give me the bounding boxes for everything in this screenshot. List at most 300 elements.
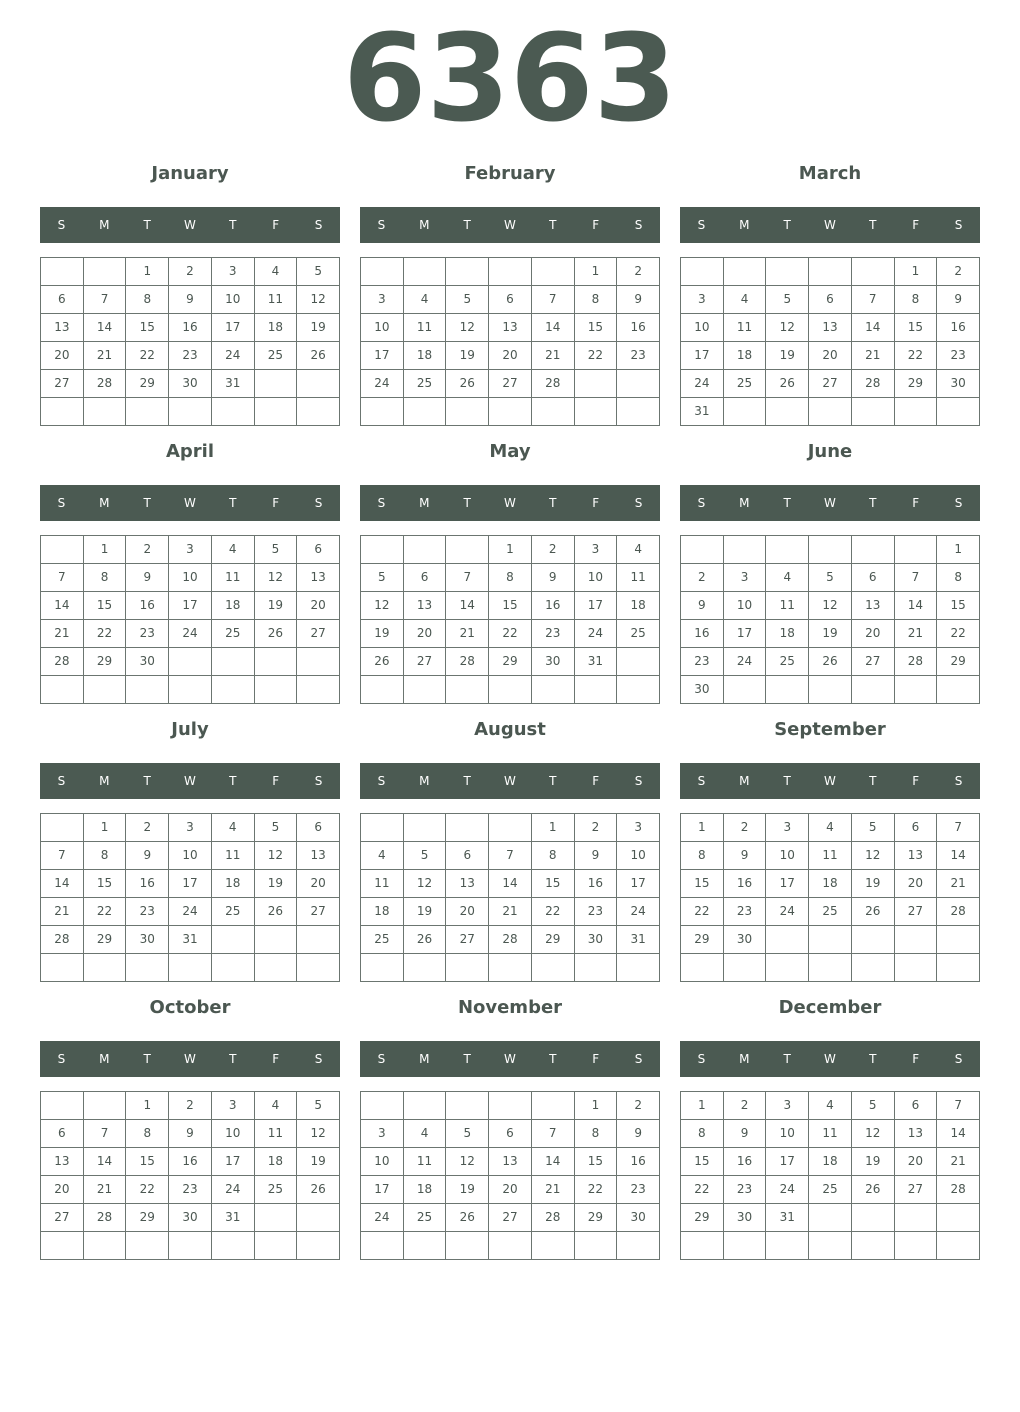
day-cell: 7 xyxy=(852,286,895,314)
empty-day-cell xyxy=(852,676,895,704)
month-name: February xyxy=(464,163,556,184)
empty-day-cell xyxy=(937,398,980,426)
empty-day-cell xyxy=(681,536,724,564)
empty-day-cell xyxy=(41,814,84,842)
empty-day-cell xyxy=(489,398,532,426)
weekday-label: F xyxy=(272,496,280,510)
day-cell: 28 xyxy=(84,1204,127,1232)
month-name: May xyxy=(489,441,531,462)
month-name: October xyxy=(149,997,231,1018)
empty-day-cell xyxy=(297,398,340,426)
weekday-label: M xyxy=(419,774,430,788)
weekday-label: S xyxy=(57,774,66,788)
day-cell: 29 xyxy=(126,370,169,398)
day-cell: 24 xyxy=(766,1176,809,1204)
day-cell: 30 xyxy=(169,1204,212,1232)
weekday-header xyxy=(680,763,980,799)
empty-day-cell xyxy=(297,676,340,704)
day-cell: 27 xyxy=(489,370,532,398)
day-cell: 16 xyxy=(575,870,618,898)
empty-day-cell xyxy=(766,954,809,982)
day-cell: 5 xyxy=(766,286,809,314)
day-cell: 16 xyxy=(126,592,169,620)
day-cell: 7 xyxy=(489,842,532,870)
day-cell: 7 xyxy=(41,842,84,870)
empty-day-cell xyxy=(297,1204,340,1232)
day-cell: 10 xyxy=(169,842,212,870)
day-cell: 16 xyxy=(617,1148,660,1176)
day-cell: 21 xyxy=(937,870,980,898)
empty-day-cell xyxy=(852,398,895,426)
empty-day-cell xyxy=(575,676,618,704)
weekday-label: T xyxy=(783,1052,791,1066)
weekday-label: F xyxy=(912,496,920,510)
weekday-label: T xyxy=(869,496,877,510)
day-cell: 5 xyxy=(297,258,340,286)
weekday-label: S xyxy=(697,1052,706,1066)
day-grid xyxy=(680,813,980,982)
day-cell: 6 xyxy=(489,1120,532,1148)
day-cell: 25 xyxy=(255,342,298,370)
day-cell: 9 xyxy=(575,842,618,870)
day-cell: 28 xyxy=(895,648,938,676)
day-cell: 30 xyxy=(126,926,169,954)
weekday-label: S xyxy=(954,1052,963,1066)
empty-day-cell xyxy=(255,926,298,954)
day-cell: 25 xyxy=(255,1176,298,1204)
day-cell: 19 xyxy=(361,620,404,648)
day-cell: 15 xyxy=(681,1148,724,1176)
weekday-label: W xyxy=(824,496,836,510)
day-cell: 30 xyxy=(937,370,980,398)
day-cell: 23 xyxy=(937,342,980,370)
day-cell: 7 xyxy=(84,286,127,314)
empty-day-cell xyxy=(212,398,255,426)
weekday-header xyxy=(40,763,340,799)
day-cell: 28 xyxy=(84,370,127,398)
day-cell: 13 xyxy=(489,314,532,342)
weekday-label: S xyxy=(954,774,963,788)
day-cell: 10 xyxy=(361,1148,404,1176)
day-cell: 8 xyxy=(84,564,127,592)
weekday-label: T xyxy=(549,1052,557,1066)
weekday-header xyxy=(40,485,340,521)
empty-day-cell xyxy=(809,258,852,286)
day-cell: 9 xyxy=(126,564,169,592)
day-cell: 26 xyxy=(404,926,447,954)
day-cell: 21 xyxy=(895,620,938,648)
day-cell: 15 xyxy=(84,870,127,898)
day-cell: 13 xyxy=(895,842,938,870)
day-cell: 26 xyxy=(255,898,298,926)
empty-day-cell xyxy=(766,398,809,426)
day-cell: 31 xyxy=(617,926,660,954)
empty-day-cell xyxy=(766,926,809,954)
day-cell: 25 xyxy=(212,620,255,648)
weekday-label: W xyxy=(504,496,516,510)
empty-day-cell xyxy=(84,258,127,286)
empty-day-cell xyxy=(617,370,660,398)
day-cell: 29 xyxy=(489,648,532,676)
day-cell: 25 xyxy=(809,1176,852,1204)
day-cell: 3 xyxy=(212,258,255,286)
empty-day-cell xyxy=(297,954,340,982)
day-cell: 15 xyxy=(126,314,169,342)
day-cell: 26 xyxy=(809,648,852,676)
day-cell: 8 xyxy=(126,1120,169,1148)
day-cell: 11 xyxy=(809,842,852,870)
day-cell: 7 xyxy=(84,1120,127,1148)
empty-day-cell xyxy=(489,1092,532,1120)
year-title: 6363 xyxy=(343,10,677,149)
day-cell: 17 xyxy=(169,870,212,898)
weekday-label: S xyxy=(697,218,706,232)
day-cell: 8 xyxy=(532,842,575,870)
day-cell: 12 xyxy=(446,314,489,342)
weekday-label: W xyxy=(504,218,516,232)
month-june xyxy=(680,436,980,714)
day-cell: 30 xyxy=(532,648,575,676)
empty-day-cell xyxy=(489,954,532,982)
month-january xyxy=(40,158,340,436)
weekday-label: F xyxy=(912,774,920,788)
weekday-label: T xyxy=(143,218,151,232)
day-cell: 9 xyxy=(126,842,169,870)
empty-day-cell xyxy=(297,926,340,954)
day-cell: 25 xyxy=(404,370,447,398)
day-cell: 14 xyxy=(489,870,532,898)
day-cell: 8 xyxy=(937,564,980,592)
day-cell: 28 xyxy=(41,926,84,954)
day-cell: 14 xyxy=(41,870,84,898)
month-name: July xyxy=(171,719,209,740)
day-cell: 23 xyxy=(724,898,767,926)
day-cell: 15 xyxy=(681,870,724,898)
day-cell: 24 xyxy=(617,898,660,926)
weekday-label: T xyxy=(869,218,877,232)
day-cell: 29 xyxy=(532,926,575,954)
empty-day-cell xyxy=(361,954,404,982)
month-may xyxy=(360,436,660,714)
day-cell: 3 xyxy=(766,814,809,842)
day-grid xyxy=(40,813,340,982)
day-cell: 6 xyxy=(852,564,895,592)
day-cell: 30 xyxy=(575,926,618,954)
empty-day-cell xyxy=(532,398,575,426)
day-cell: 5 xyxy=(852,1092,895,1120)
empty-day-cell xyxy=(617,676,660,704)
day-cell: 17 xyxy=(766,1148,809,1176)
day-cell: 18 xyxy=(361,898,404,926)
day-cell: 1 xyxy=(681,814,724,842)
day-cell: 5 xyxy=(297,1092,340,1120)
day-cell: 5 xyxy=(361,564,404,592)
day-cell: 27 xyxy=(41,370,84,398)
day-cell: 25 xyxy=(361,926,404,954)
day-cell: 10 xyxy=(724,592,767,620)
weekday-label: M xyxy=(739,218,750,232)
empty-day-cell xyxy=(724,954,767,982)
day-cell: 19 xyxy=(255,870,298,898)
day-cell: 10 xyxy=(361,314,404,342)
month-name: September xyxy=(774,719,886,740)
day-cell: 27 xyxy=(297,898,340,926)
day-cell: 18 xyxy=(809,1148,852,1176)
weekday-label: T xyxy=(783,218,791,232)
weekday-label: F xyxy=(912,1052,920,1066)
day-cell: 30 xyxy=(617,1204,660,1232)
empty-day-cell xyxy=(404,1232,447,1260)
weekday-label: T xyxy=(463,774,471,788)
day-cell: 3 xyxy=(766,1092,809,1120)
day-cell: 1 xyxy=(532,814,575,842)
month-october xyxy=(40,992,340,1270)
weekday-label: S xyxy=(314,496,323,510)
weekday-label: T xyxy=(869,1052,877,1066)
day-cell: 17 xyxy=(361,342,404,370)
day-grid xyxy=(40,257,340,426)
day-cell: 22 xyxy=(937,620,980,648)
day-cell: 27 xyxy=(446,926,489,954)
empty-day-cell xyxy=(41,398,84,426)
day-cell: 5 xyxy=(446,1120,489,1148)
empty-day-cell xyxy=(255,398,298,426)
day-cell: 19 xyxy=(446,1176,489,1204)
empty-day-cell xyxy=(895,954,938,982)
day-cell: 19 xyxy=(297,1148,340,1176)
empty-day-cell xyxy=(84,954,127,982)
day-cell: 28 xyxy=(41,648,84,676)
day-cell: 11 xyxy=(212,564,255,592)
day-cell: 7 xyxy=(895,564,938,592)
day-cell: 7 xyxy=(532,1120,575,1148)
day-cell: 19 xyxy=(255,592,298,620)
day-cell: 27 xyxy=(895,1176,938,1204)
day-cell: 2 xyxy=(532,536,575,564)
empty-day-cell xyxy=(852,954,895,982)
empty-day-cell xyxy=(532,676,575,704)
empty-day-cell xyxy=(404,398,447,426)
day-cell: 18 xyxy=(766,620,809,648)
weekday-label: S xyxy=(57,496,66,510)
day-cell: 20 xyxy=(446,898,489,926)
weekday-label: W xyxy=(184,496,196,510)
day-cell: 29 xyxy=(575,1204,618,1232)
day-cell: 18 xyxy=(212,592,255,620)
day-cell: 27 xyxy=(404,648,447,676)
day-cell: 22 xyxy=(575,342,618,370)
day-cell: 10 xyxy=(681,314,724,342)
empty-day-cell xyxy=(84,1232,127,1260)
day-cell: 3 xyxy=(724,564,767,592)
day-grid xyxy=(680,535,980,704)
day-cell: 18 xyxy=(404,342,447,370)
day-cell: 7 xyxy=(937,1092,980,1120)
empty-day-cell xyxy=(297,648,340,676)
weekday-label: F xyxy=(272,218,280,232)
empty-day-cell xyxy=(361,258,404,286)
empty-day-cell xyxy=(724,536,767,564)
empty-day-cell xyxy=(84,676,127,704)
weekday-label: M xyxy=(99,496,110,510)
month-name: December xyxy=(778,997,882,1018)
day-cell: 8 xyxy=(895,286,938,314)
day-cell: 4 xyxy=(404,1120,447,1148)
day-cell: 17 xyxy=(724,620,767,648)
day-cell: 12 xyxy=(297,286,340,314)
empty-day-cell xyxy=(895,1232,938,1260)
day-cell: 28 xyxy=(532,370,575,398)
day-cell: 20 xyxy=(895,1148,938,1176)
empty-day-cell xyxy=(937,1204,980,1232)
weekday-label: M xyxy=(739,496,750,510)
day-cell: 27 xyxy=(895,898,938,926)
day-grid xyxy=(360,1091,660,1260)
day-cell: 3 xyxy=(169,536,212,564)
day-cell: 31 xyxy=(169,926,212,954)
empty-day-cell xyxy=(681,954,724,982)
empty-day-cell xyxy=(255,648,298,676)
empty-day-cell xyxy=(404,258,447,286)
day-cell: 24 xyxy=(169,898,212,926)
empty-day-cell xyxy=(532,954,575,982)
day-cell: 9 xyxy=(617,286,660,314)
day-cell: 22 xyxy=(575,1176,618,1204)
day-cell: 13 xyxy=(297,842,340,870)
day-cell: 7 xyxy=(937,814,980,842)
empty-day-cell xyxy=(126,398,169,426)
weekday-label: W xyxy=(824,1052,836,1066)
weekday-header xyxy=(360,485,660,521)
day-cell: 11 xyxy=(212,842,255,870)
weekday-label: S xyxy=(377,496,386,510)
weekday-label: T xyxy=(549,774,557,788)
day-cell: 7 xyxy=(446,564,489,592)
day-cell: 6 xyxy=(895,814,938,842)
day-cell: 11 xyxy=(404,314,447,342)
empty-day-cell xyxy=(361,814,404,842)
empty-day-cell xyxy=(617,954,660,982)
weekday-header xyxy=(680,207,980,243)
weekday-label: S xyxy=(634,218,643,232)
day-cell: 4 xyxy=(212,536,255,564)
day-cell: 23 xyxy=(617,342,660,370)
weekday-label: W xyxy=(184,218,196,232)
day-cell: 22 xyxy=(681,1176,724,1204)
day-cell: 21 xyxy=(446,620,489,648)
empty-day-cell xyxy=(895,926,938,954)
day-cell: 28 xyxy=(532,1204,575,1232)
day-grid xyxy=(40,535,340,704)
empty-day-cell xyxy=(937,1232,980,1260)
day-cell: 19 xyxy=(852,870,895,898)
day-cell: 15 xyxy=(895,314,938,342)
month-december xyxy=(680,992,980,1270)
empty-day-cell xyxy=(937,926,980,954)
day-cell: 6 xyxy=(404,564,447,592)
empty-day-cell xyxy=(404,954,447,982)
day-cell: 2 xyxy=(169,1092,212,1120)
day-cell: 18 xyxy=(255,314,298,342)
day-cell: 12 xyxy=(809,592,852,620)
weekday-label: W xyxy=(824,218,836,232)
day-cell: 12 xyxy=(255,564,298,592)
day-cell: 23 xyxy=(681,648,724,676)
day-cell: 29 xyxy=(937,648,980,676)
day-cell: 3 xyxy=(169,814,212,842)
empty-day-cell xyxy=(617,398,660,426)
empty-day-cell xyxy=(852,258,895,286)
day-cell: 11 xyxy=(255,286,298,314)
weekday-label: S xyxy=(634,774,643,788)
day-cell: 18 xyxy=(212,870,255,898)
day-cell: 22 xyxy=(84,620,127,648)
weekday-header xyxy=(360,1041,660,1077)
day-cell: 17 xyxy=(681,342,724,370)
weekday-label: S xyxy=(314,218,323,232)
day-cell: 6 xyxy=(41,286,84,314)
empty-day-cell xyxy=(532,1092,575,1120)
weekday-label: M xyxy=(99,774,110,788)
weekday-label: S xyxy=(697,774,706,788)
day-cell: 8 xyxy=(126,286,169,314)
weekday-label: S xyxy=(697,496,706,510)
weekday-header xyxy=(360,207,660,243)
day-cell: 22 xyxy=(489,620,532,648)
day-cell: 26 xyxy=(297,342,340,370)
day-cell: 21 xyxy=(489,898,532,926)
empty-day-cell xyxy=(126,954,169,982)
weekday-header xyxy=(680,485,980,521)
empty-day-cell xyxy=(446,954,489,982)
empty-day-cell xyxy=(575,954,618,982)
day-cell: 9 xyxy=(169,286,212,314)
day-grid xyxy=(680,1091,980,1260)
weekday-label: S xyxy=(954,218,963,232)
empty-day-cell xyxy=(169,954,212,982)
day-cell: 6 xyxy=(446,842,489,870)
empty-day-cell xyxy=(41,258,84,286)
empty-day-cell xyxy=(212,676,255,704)
empty-day-cell xyxy=(41,954,84,982)
empty-day-cell xyxy=(532,1232,575,1260)
day-cell: 18 xyxy=(809,870,852,898)
day-cell: 31 xyxy=(575,648,618,676)
day-cell: 20 xyxy=(809,342,852,370)
month-february xyxy=(360,158,660,436)
day-cell: 10 xyxy=(575,564,618,592)
weekday-label: F xyxy=(272,1052,280,1066)
day-cell: 20 xyxy=(489,342,532,370)
day-cell: 9 xyxy=(724,842,767,870)
weekday-label: M xyxy=(419,1052,430,1066)
day-cell: 3 xyxy=(361,1120,404,1148)
day-cell: 12 xyxy=(852,1120,895,1148)
day-cell: 24 xyxy=(724,648,767,676)
day-cell: 9 xyxy=(532,564,575,592)
empty-day-cell xyxy=(895,1204,938,1232)
empty-day-cell xyxy=(617,648,660,676)
day-cell: 6 xyxy=(41,1120,84,1148)
day-cell: 1 xyxy=(84,536,127,564)
day-cell: 29 xyxy=(681,1204,724,1232)
empty-day-cell xyxy=(212,1232,255,1260)
day-cell: 24 xyxy=(361,370,404,398)
day-cell: 19 xyxy=(404,898,447,926)
day-cell: 15 xyxy=(575,314,618,342)
day-cell: 4 xyxy=(255,1092,298,1120)
empty-day-cell xyxy=(617,1232,660,1260)
